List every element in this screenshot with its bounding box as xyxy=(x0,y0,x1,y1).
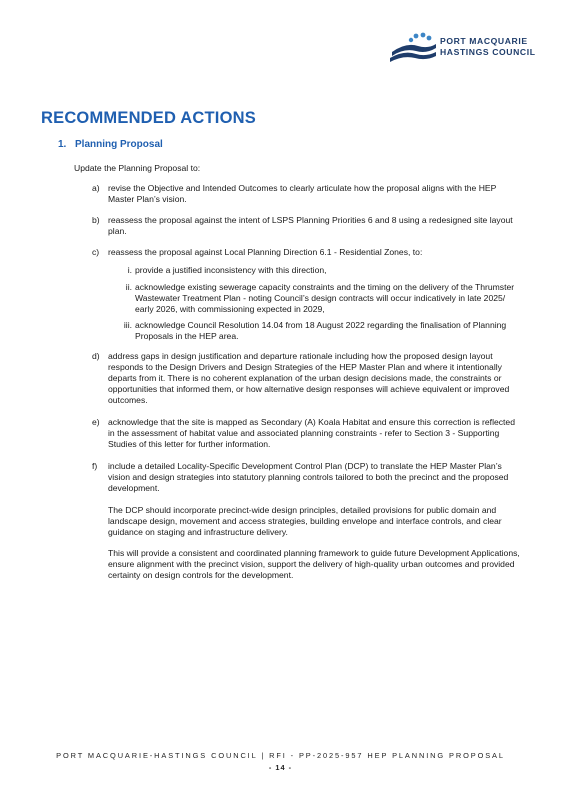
dcp-paragraph: The DCP should incorporate precinct-wide design principles, detailed provisions for public domain and landscape design, movement and access strategies, building envelope and interface controls, and clear guidance on staging and infrastructure delivery. xyxy=(108,505,502,537)
section-heading xyxy=(58,139,163,150)
section-label: Planning Proposal xyxy=(75,139,163,150)
list-item-d xyxy=(92,351,520,406)
sub-item-text: acknowledge Council Resolution 14.04 from 18 August 2022 regarding the finalisation of Planning Proposals in the HEP area. xyxy=(135,320,507,341)
list-marker: b) xyxy=(92,215,100,225)
list-item-c xyxy=(92,247,520,258)
logo-line-1: PORT MACQUARIE xyxy=(440,36,528,46)
list-item-text: revise the Objective and Intended Outcomes to clearly articulate how the proposal aligns with the HEP Master Plan’s vision. xyxy=(108,183,497,204)
sub-marker: iii. xyxy=(123,320,132,330)
page-title: RECOMMENDED ACTIONS xyxy=(41,109,256,127)
framework-paragraph: This will provide a consistent and coordinated planning framework to guide future Development Applications, ensure alignment with the precinct vision, support the delivery of high-quality urban outcomes and provided certainty on design controls for the development. xyxy=(108,548,520,580)
sub-item-ii xyxy=(108,282,520,315)
list-marker: f) xyxy=(92,461,98,471)
sub-item-i xyxy=(108,265,520,276)
list-item-text: acknowledge that the site is mapped as Secondary (A) Koala Habitat and ensure this correction is reflected in the assessment of habitat value and associated planning constraints - refer to Section 3 - Supporting Studies of this letter for further information. xyxy=(108,417,515,449)
list-marker: d) xyxy=(92,351,100,361)
list-marker: e) xyxy=(92,417,100,427)
sub-marker: ii. xyxy=(125,282,132,292)
page-footer: PORT MACQUARIE-HASTINGS COUNCIL | RFI - PP-2025-957 HEP PLANNING PROPOSAL xyxy=(56,751,505,760)
page-number: - 14 - xyxy=(268,763,293,772)
sub-item-text: acknowledge existing sewerage capacity constraints and the timing on the delivery of the Thrumster Wastewater Treatment Plan - noting Council’s design contracts will occur indicatively in late 2025/ early 2026, with commissioning expected in 2029, xyxy=(135,282,515,314)
logo-line-2: HASTINGS COUNCIL xyxy=(440,47,536,57)
list-marker: c) xyxy=(92,247,100,257)
list-marker: a) xyxy=(92,183,100,193)
list-item-text: address gaps in design justification and departure rationale including how the proposed design layout responds to the Design Drivers and Design Strategies of the HEP Master Plan and where it intentionally departs from it. There is no coherent explanation of the urban design decisions made, the constraints or opportunities that informed them, or how alternative design responses will achieve equivalent or improved outcomes. xyxy=(108,351,510,405)
intro-text: Update the Planning Proposal to: xyxy=(74,163,201,173)
section-number: 1. xyxy=(58,139,67,150)
council-logo xyxy=(388,30,536,64)
list-item-text: include a detailed Locality-Specific Development Control Plan (DCP) to translate the HEP Master Plan’s vision and design strategies into statutory planning controls tailored to both the precinct and the proposed development. xyxy=(108,461,509,493)
list-item-f xyxy=(92,461,520,494)
sub-marker: i. xyxy=(127,265,132,275)
list-item-text: reassess the proposal against the intent of LSPS Planning Priorities 6 and 8 using a redesigned site layout plan. xyxy=(108,215,513,236)
sub-item-text: provide a justified inconsistency with this direction, xyxy=(135,265,327,275)
sub-item-iii xyxy=(108,320,520,342)
list-item-b xyxy=(92,215,520,237)
council-logo-icon xyxy=(388,30,438,64)
list-item-text: reassess the proposal against Local Planning Direction 6.1 - Residential Zones, to: xyxy=(108,247,423,257)
list-item-a xyxy=(92,183,520,205)
list-item-e xyxy=(92,417,520,450)
